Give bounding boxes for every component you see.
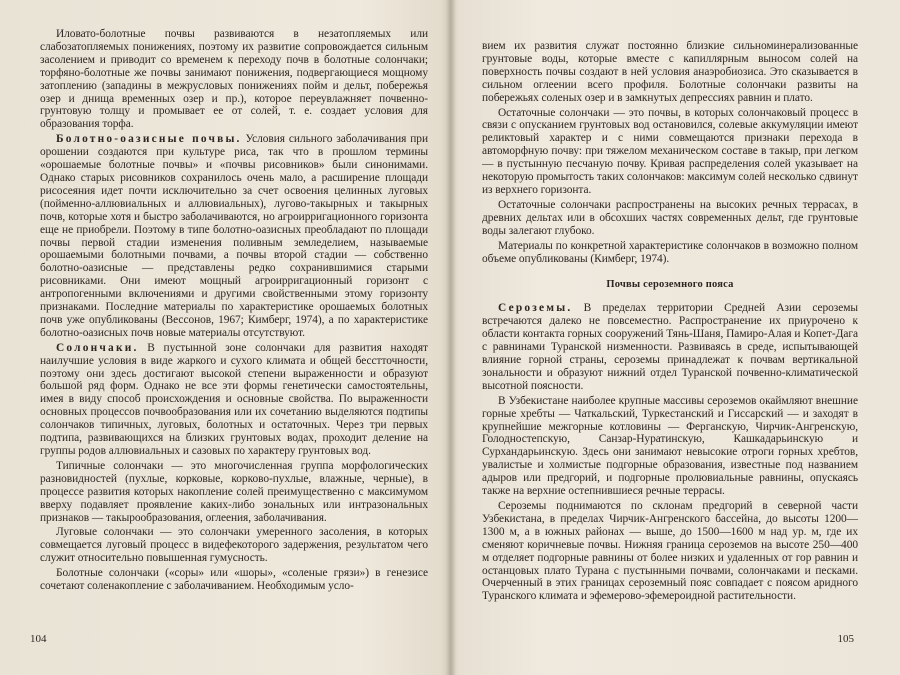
paragraph-lead: Болотно-оазисные почвы. bbox=[56, 133, 242, 146]
paragraph-text: Сероземы поднимаются по склонам предгорий в северной части Узбекистана, в пределах Чирчик-Ангренского бассейна, до высоты 1200—1300 м, а в южных районах — выше, до 1500—1600 м над ур. м, где их сменяют коричневые почвы. Нижняя граница сероземов на высоте 250—400 м отделяет подгорные равнины от более низких и удаленных от гор равнин и останцовых плато Турана с пустынными почвами, солончаками и песками. Очерченный в этих границах сероземный пояс совпадает с поясом аридного Туранского климата и эфемерово-эфемероидной растительности. bbox=[482, 500, 858, 603]
paragraph-lead: Сероземы. bbox=[498, 302, 573, 315]
paragraph-text: Типичные солончаки — это многочисленная группа морфологических разновидностей (пухлые, корковые, корково-пухлые, влажные, черные), в процессе развития которых накопление солей преимущественно с максимумом вверху подавляет проявление каких-либо зональных или интразональных признаков — такырообразования, оглеения, заболачивания. bbox=[40, 459, 428, 524]
paragraph-text: Материалы по конкретной характеристике солончаков в возможно полном объеме опубликованы (Кимберг, 1974). bbox=[482, 239, 858, 265]
paragraph-lead: Солончаки. bbox=[56, 341, 139, 354]
right-page-body bbox=[482, 40, 858, 265]
paragraph-text: Остаточные солончаки — это почвы, в которых солончаковый процесс в связи с опусканием грунтовых вод остановился, солевые аккумуляции имеют реликтовый характер и с ними совмещаются признаки перехода в автоморфную почву: при тяжелом механическом составе в такыр, при легком — в пустынную песчаную почву. Кривая распределения солей указывает на некоторую промытость таких солончаков: максимум солей несколько сдвинут из верхнего горизонта. bbox=[482, 106, 858, 196]
paragraph-text: В пустынной зоне солончаки для развития находят наилучшие условия в виде жаркого и сухого климата и общей бесстточности, поэтому они здесь достигают высокой степени выраженности и образуют большой ряд форм. Однако не все эти формы генетически самостоятельны, имея в виду способ происхождения и основные свойства. По выраженности основных процессов почвообразования или их сочетанию выделяются подтипы солончаков типичных, луговых, болотных и остаточных. Через три первых подтипа, развивающихся на близких грунтовых водах, проходит деление на группы родов аллювиальных и сазовых по характеру грунтовых вод. bbox=[40, 341, 428, 457]
paragraph bbox=[482, 40, 858, 105]
paragraph-text: В пределах территории Средней Азии сероземы встречаются далеко не повсеместно. Распространение их приурочено к области контакта горных сооружений Тянь-Шаня, Памиро-Алая и Копет-Дага с равнинами Туранской низменности. Развиваясь в среде, испытывающей влияние горной страны, сероземы принадлежат к почвам вертикальной зональности и образуют нижний отдел Туранской почвенно-климатической высотной поясности. bbox=[482, 302, 858, 392]
paragraph bbox=[482, 395, 858, 498]
paragraph bbox=[482, 240, 858, 266]
paragraph-text: Иловато-болотные почвы развиваются в незатопляемых или слабозатопляемых понижениях, поэтому их развитие сопровождается сильным засолением и приводит со временем к переходу почв в болотные солончаки; торфяно-болотные же почвы занимают понижения, подвергающиеся мощному затоплению (западины в межрусловых понижениях пойм и дельт, побережья озер и днища временных озер и пр.), которое переувлажняет почвенно-грунтовую толщу и промывает ее от солей, т. е. создает условия для образования торфа. bbox=[40, 28, 428, 131]
page-number: 105 bbox=[837, 633, 854, 645]
paragraph bbox=[40, 526, 428, 565]
page-number: 104 bbox=[30, 633, 47, 645]
paragraph bbox=[40, 28, 428, 131]
paragraph bbox=[40, 567, 428, 593]
paragraph-text: Остаточные солончаки распространены на высоких речных террасах, в древних дельтах или в обсохших частях современных дельт, где грунтовые воды залегают глубоко. bbox=[482, 198, 858, 237]
paragraph-text: Болотные солончаки («соры» или «шоры», «соленые грязи») в генезисе сочетают соленакопление с заболачиванием. Необходимым усло- bbox=[40, 567, 428, 593]
right-page bbox=[452, 0, 900, 675]
right-page-body-after bbox=[482, 302, 858, 603]
paragraph bbox=[40, 133, 428, 340]
paragraph-text: Условия сильного заболачивания при орошении создаются при культуре риса, так что в прошлом термины «орошаемые болотные почвы» и «почвы рисовников» были синонимами. Однако старых рисовников сохранилось очень мало, а расширение площади рисосеяния идет почти исключительно за счет освоения целинных луговых (пойменно-аллювиальных и аллювиальных), лугово-такырных и такырных почв, которые хотя и быстро заболачиваются, но агроирригационного горизонта еще не приобрели. Поэтому в типе болотно-оазисных преобладают по площади почвы первой стадии изменения поливным земледелием, называемые орошаемыми болотными почвами, а почвы второй стадии — собственно болотно-оазисные — представлены редко сохранившимися старыми рисовниками. Они имеют мощный агроирригационный горизонт с антропогенными включениями и другими свойственными этому горизонту признаками. Последние материалы по характеристике орошаемых болотных почв уже опубликованы (Вессонов, 1967; Кимберг, 1974), а по характеристике болотно-оазисных почв новые материалы отсутствуют. bbox=[40, 133, 429, 339]
left-page-body bbox=[40, 28, 428, 593]
paragraph-text: В Узбекистане наиболее крупные массивы сероземов окаймляют внешние горные хребты — Чаткальский, Туркестанский и Гиссарский — и заходят в крупнейшие межгорные котловины — Ферганскую, Чирчик-Ангренскую, Голодностепскую, Санзар-Нуратинскую, Кашкадарьинскую и Сурхандарьинскую. Здесь они занимают невысокие отроги горных хребтов, увалистые и холмистые подгорные образования, известные под названием адыров или предгорий, и подгорные пролювиальные равнины, опускаясь также на верхние остепнившиеся речные террасы. bbox=[482, 394, 858, 498]
paragraph-text: Луговые солончаки — это солончаки умеренного засоления, в которых совмещается луговый процесс в видефекоторого задержения, результатом чего служит относительно повышенная гумусность. bbox=[40, 526, 428, 565]
paragraph bbox=[482, 199, 858, 238]
paragraph bbox=[482, 107, 858, 197]
section-title: Почвы сероземного пояса bbox=[606, 279, 734, 291]
paragraph-text: вием их развития служат постоянно близкие сильноминерализованные грунтовые воды, которые вместе с капиллярным выносом солей на поверхность почвы создают в ней условия анаэробиозиса. Это сказывается в сильном оглеении всего профиля. Болотные солончаки развиты на побережьях соленых озер и в замкнутых депрессиях равнин и плато. bbox=[482, 40, 858, 104]
paragraph bbox=[482, 500, 858, 603]
paragraph bbox=[40, 342, 428, 458]
paragraph bbox=[40, 460, 428, 525]
paragraph bbox=[482, 302, 858, 392]
